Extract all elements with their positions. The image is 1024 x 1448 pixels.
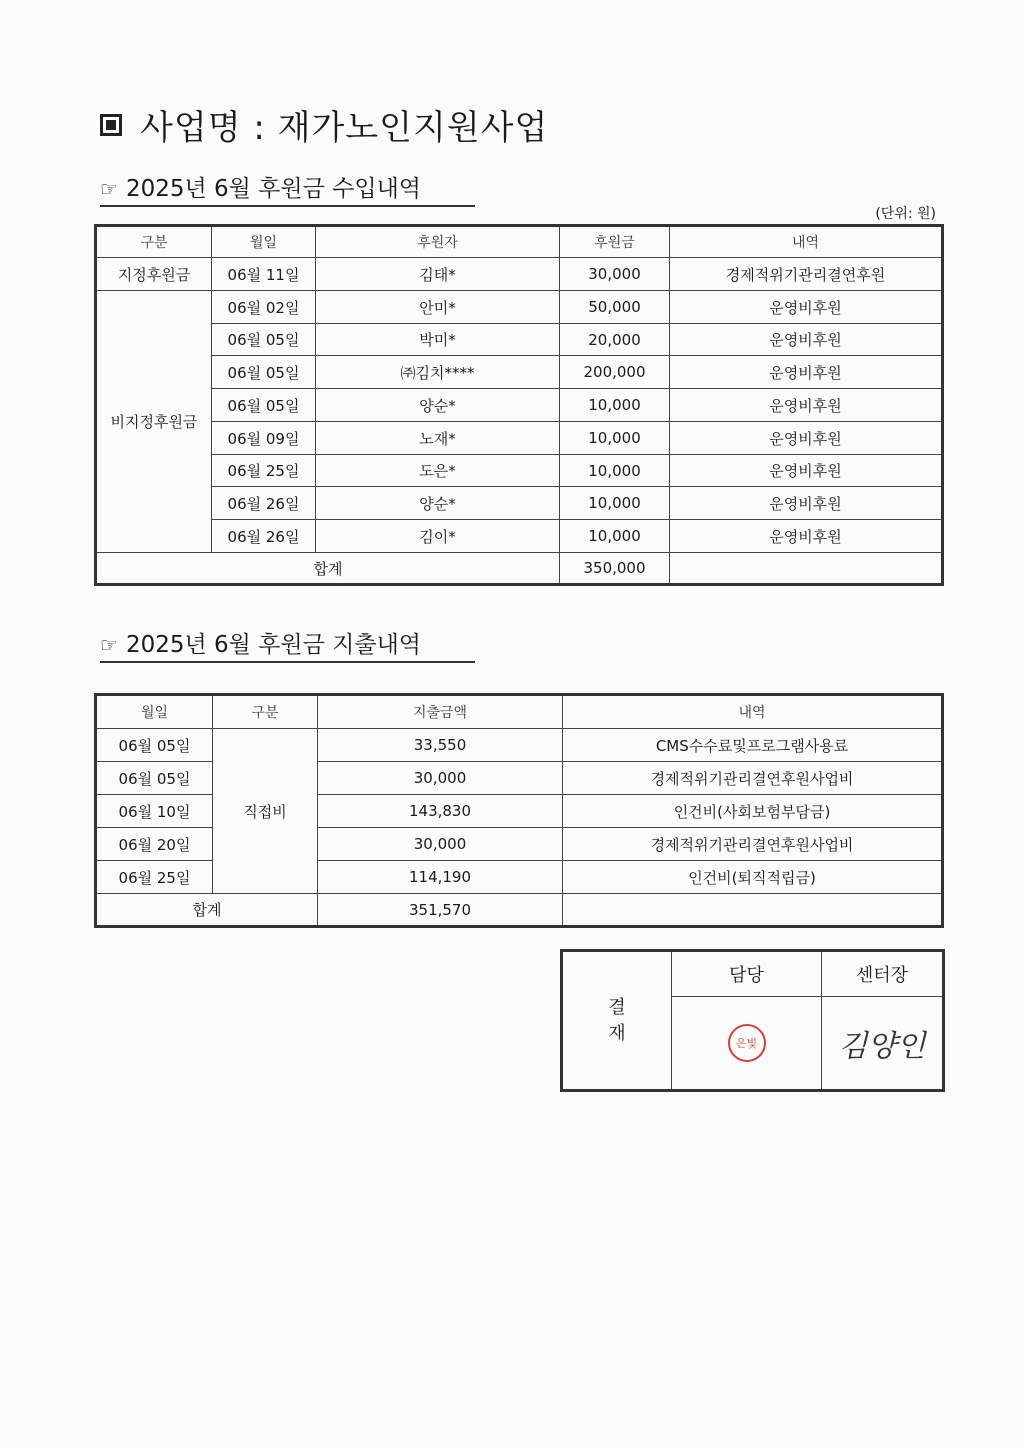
- income-header-row: [96, 226, 943, 258]
- signature: 김양인: [838, 1029, 926, 1064]
- category-cell: 직접비: [213, 729, 318, 894]
- date-cell: 06월 09일: [212, 422, 316, 455]
- table-row: [96, 520, 943, 553]
- total-row: [96, 894, 943, 927]
- donor-cell: 박미*: [316, 324, 560, 356]
- total-amount: 350,000: [560, 553, 670, 585]
- detail-cell: 운영비후원: [670, 356, 943, 389]
- detail-cell: 인건비(사회보험부담금): [563, 795, 943, 828]
- role-staff: 담당: [672, 951, 822, 997]
- amount-cell: 200,000: [560, 356, 670, 389]
- table-row: [96, 356, 943, 389]
- date-cell: 06월 05일: [96, 762, 213, 795]
- detail-cell: 경제적위기관리결연후원사업비: [563, 762, 943, 795]
- donor-cell: 도은*: [316, 455, 560, 487]
- detail-cell: 운영비후원: [670, 324, 943, 356]
- detail-cell: 운영비후원: [670, 389, 943, 422]
- table-row: [96, 729, 943, 762]
- col-header-date: 월일: [96, 695, 213, 729]
- date-cell: 06월 25일: [212, 455, 316, 487]
- total-row: [96, 553, 943, 585]
- total-label: 합계: [96, 553, 560, 585]
- table-row: [96, 324, 943, 356]
- amount-cell: 10,000: [560, 422, 670, 455]
- income-heading: ☞ 2025년 6월 후원금 수입내역: [100, 170, 475, 207]
- date-cell: 06월 25일: [96, 861, 213, 894]
- amount-cell: 33,550: [318, 729, 563, 762]
- amount-cell: 10,000: [560, 487, 670, 520]
- amount-cell: 50,000: [560, 291, 670, 324]
- amount-cell: 30,000: [318, 828, 563, 861]
- date-cell: 06월 26일: [212, 520, 316, 553]
- col-header-donor: 후원자: [316, 226, 560, 258]
- category-cell: 지정후원금: [96, 258, 212, 291]
- square-bullet-icon: [100, 114, 122, 136]
- table-row: [96, 389, 943, 422]
- pointing-hand-icon: ☞: [100, 177, 118, 201]
- amount-cell: 30,000: [560, 258, 670, 291]
- detail-cell: 운영비후원: [670, 455, 943, 487]
- detail-cell: 인건비(퇴직적립금): [563, 861, 943, 894]
- donor-cell: 안미*: [316, 291, 560, 324]
- expense-table: [94, 693, 944, 928]
- table-row: [96, 422, 943, 455]
- date-cell: 06월 10일: [96, 795, 213, 828]
- amount-cell: 10,000: [560, 520, 670, 553]
- col-header-detail: 내역: [670, 226, 943, 258]
- donor-cell: 김태*: [316, 258, 560, 291]
- detail-cell: CMS수수료및프로그램사용료: [563, 729, 943, 762]
- date-cell: 06월 05일: [212, 356, 316, 389]
- col-header-date: 월일: [212, 226, 316, 258]
- total-label: 합계: [96, 894, 318, 927]
- expense-header-row: [96, 695, 943, 729]
- amount-cell: 143,830: [318, 795, 563, 828]
- detail-cell: 운영비후원: [670, 520, 943, 553]
- date-cell: 06월 02일: [212, 291, 316, 324]
- date-cell: 06월 26일: [212, 487, 316, 520]
- amount-cell: 10,000: [560, 455, 670, 487]
- amount-cell: 10,000: [560, 389, 670, 422]
- detail-cell: 운영비후원: [670, 487, 943, 520]
- amount-cell: 20,000: [560, 324, 670, 356]
- role-director: 센터장: [822, 951, 944, 997]
- total-detail: [563, 894, 943, 927]
- table-row: [96, 291, 943, 324]
- col-header-category: 구분: [213, 695, 318, 729]
- detail-cell: 경제적위기관리결연후원: [670, 258, 943, 291]
- pointing-hand-icon: ☞: [100, 633, 118, 657]
- donor-cell: 양순*: [316, 389, 560, 422]
- date-cell: 06월 05일: [212, 324, 316, 356]
- page-title: 사업명 : 재가노인지원사업: [100, 100, 548, 149]
- table-row: [96, 487, 943, 520]
- director-signature-cell: [822, 997, 944, 1091]
- amount-cell: 30,000: [318, 762, 563, 795]
- col-header-amount: 후원금: [560, 226, 670, 258]
- detail-cell: 경제적위기관리결연후원사업비: [563, 828, 943, 861]
- unit-label: (단위: 원): [875, 206, 936, 222]
- table-row: [96, 455, 943, 487]
- seal-stamp: 은빛: [728, 1024, 766, 1062]
- col-header-category: 구분: [96, 226, 212, 258]
- detail-cell: 운영비후원: [670, 422, 943, 455]
- staff-seal-cell: [672, 997, 822, 1091]
- donor-cell: 김이*: [316, 520, 560, 553]
- table-row: [96, 258, 943, 291]
- category-cell: 비지정후원금: [96, 291, 212, 553]
- amount-cell: 114,190: [318, 861, 563, 894]
- approval-label: 결 재: [562, 951, 672, 1091]
- donor-cell: 노재*: [316, 422, 560, 455]
- total-amount: 351,570: [318, 894, 563, 927]
- total-detail: [670, 553, 943, 585]
- expense-heading: ☞ 2025년 6월 후원금 지출내역: [100, 626, 475, 663]
- donor-cell: ㈜김치****: [316, 356, 560, 389]
- detail-cell: 운영비후원: [670, 291, 943, 324]
- date-cell: 06월 05일: [212, 389, 316, 422]
- approval-box: [560, 949, 945, 1092]
- col-header-amount: 지출금액: [318, 695, 563, 729]
- col-header-detail: 내역: [563, 695, 943, 729]
- income-table: [94, 224, 944, 586]
- date-cell: 06월 11일: [212, 258, 316, 291]
- date-cell: 06월 05일: [96, 729, 213, 762]
- date-cell: 06월 20일: [96, 828, 213, 861]
- donor-cell: 양순*: [316, 487, 560, 520]
